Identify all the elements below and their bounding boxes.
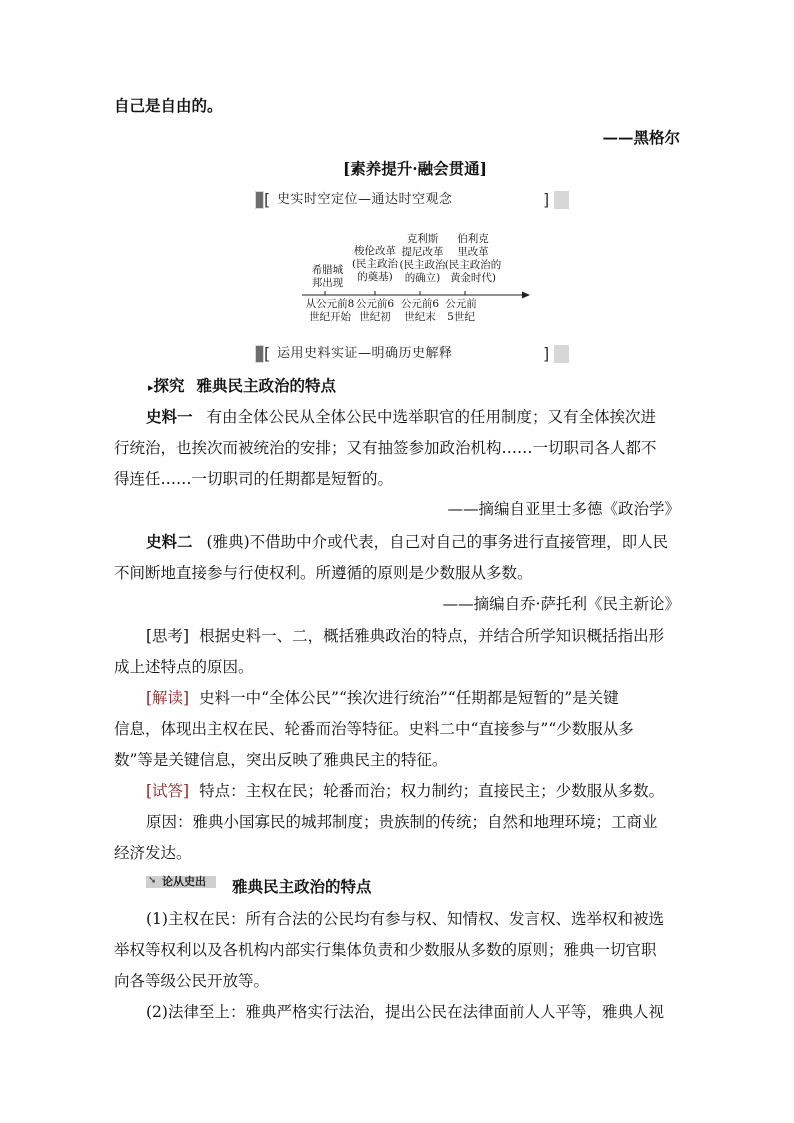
explore-marker-icon: ▸ (148, 381, 154, 394)
bracket-right: ] (543, 190, 550, 209)
answer-line1: [试答] 特点：主权在民；轮番而治；权力制约；直接民主；少数服从多数。 (146, 782, 665, 800)
conclusion-tag-icon: ➘ (148, 875, 157, 886)
source1-label: 史料一 (146, 407, 193, 426)
interpret-line1: [解读] 史料一中“全体公民”“挨次进行统治”“任期都是短暂的”是关键 (146, 689, 619, 707)
interpret-label: [解读] (146, 689, 190, 707)
banner-title: 运用史料实证—明确历史解释 (277, 346, 453, 361)
timeline-event: 伯利克 里改革 (民主政治的 黄金时代) (444, 233, 502, 284)
interpret-line2: 信息，体现出主权在民、轮番而治等特征。史料二中“直接参与”“少数服从多 (114, 720, 634, 738)
banner-title: 史实时空定位—通达时空观念 (277, 192, 453, 207)
conclusion-p1-line3: 向各等级公民开放等。 (114, 972, 270, 990)
explore-label: 探究 (153, 376, 185, 395)
source1-line3: 得连任……一切职司的任期都是短暂的。 (114, 470, 394, 488)
answer-reason-line2: 经济发达。 (114, 844, 192, 862)
bracket-left: [ (264, 190, 271, 209)
think-line1: [思考] 根据史料一、二，概括雅典政治的特点，并结合所学知识概括指出形 (146, 627, 665, 645)
bracket-left: [ (264, 344, 271, 363)
timeline (300, 230, 535, 325)
source2-line1: 史料二 (雅典)不借助中介或代表，自己对自己的事务进行直接管理，即人民 (146, 532, 669, 551)
banner-spacetime (255, 191, 569, 209)
timeline-date: 公元前6 世纪末 (400, 298, 440, 323)
timeline-event: 希腊城 邦出现 (311, 264, 344, 289)
think-label: [思考] (146, 627, 190, 645)
conclusion-p1-line2: 举权等权利以及各机构内部实行集体负责和少数服从多数的原则；雅典一切官职 (114, 941, 657, 959)
answer-label: [试答] (146, 782, 190, 800)
bracket-right: ] (543, 344, 550, 363)
conclusion-p1-line1: (1)主权在民：所有合法的公民均有参与权、知情权、发言权、选举权和被选 (146, 910, 664, 928)
source2-line2: 不间断地直接参与行使权利。所遵循的原则是少数服从多数。 (114, 564, 533, 582)
source2-attribution: ——摘编自乔·萨托利《民主新论》 (442, 595, 680, 613)
banner-evidence (255, 345, 569, 363)
banner-marker (256, 346, 263, 362)
answer-reason-line1: 原因：雅典小国寡民的城邦制度；贵族制的传统；自然和地理环境；工商业 (146, 813, 658, 831)
source1-line1: 史料一 有由全体公民从全体公民中选举职官的任用制度；又有全体挨次进 (146, 407, 657, 426)
timeline-date: 公元前6 世纪初 (355, 298, 395, 323)
conclusion-tag: 论从史出 (162, 875, 206, 888)
timeline-date: 公元前 5世纪 (445, 298, 477, 323)
opening-quote-line: 自己是自由的。 (114, 96, 223, 115)
quote-attribution: ——黑格尔 (602, 128, 680, 147)
interpret-line3: 数”等是关键信息，突出反映了雅典民主的特征。 (114, 751, 448, 769)
source1-line2: 行统治，也挨次而被统治的安排；又有抽签参加政治机构……一切职司各人都不 (114, 439, 657, 457)
timeline-event: 克利斯 提尼改革 (民主政治 的确立) (399, 233, 446, 284)
think-line2: 成上述特点的原因。 (114, 658, 254, 676)
source1-attribution: ——摘编自亚里士多德《政治学》 (447, 500, 680, 518)
explore-heading (148, 377, 336, 397)
timeline-date: 从公元前8 世纪开始 (305, 298, 355, 323)
explore-title: 雅典民主政治的特点 (196, 376, 337, 395)
section-title: [素养提升·融会贯通] (342, 159, 488, 178)
timeline-event: 梭伦改革 (民主政治 的奠基) (351, 245, 399, 283)
banner-marker (256, 192, 263, 208)
source2-label: 史料二 (146, 532, 193, 551)
conclusion-title: 雅典民主政治的特点 (232, 877, 372, 896)
conclusion-p2-line1: (2)法律至上：雅典严格实行法治，提出公民在法律面前人人平等，雅典人视 (146, 1003, 664, 1021)
